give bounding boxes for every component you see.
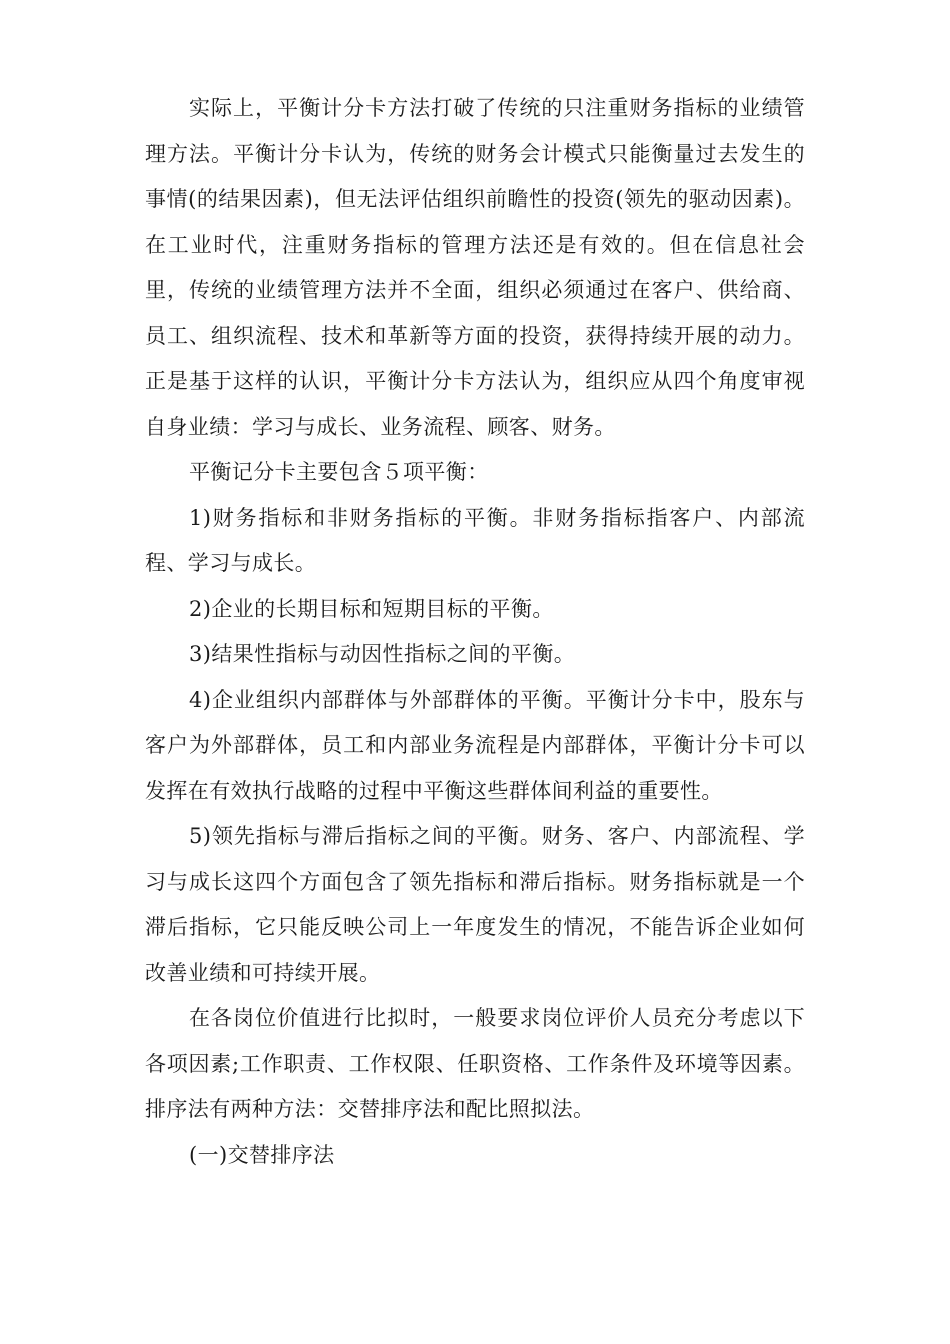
section-heading-alternation-ranking: (一)交替排序法	[189, 1142, 335, 1167]
document-body	[145, 86, 805, 1178]
paragraph-balance-item-2: 2)企业的长期目标和短期目标的平衡。	[189, 596, 554, 621]
paragraph-balance-item-1: 1)财务指标和非财务指标的平衡。非财务指标指客户、内部流程、学习与成长。	[145, 505, 805, 575]
paragraph-job-evaluation: 在各岗位价值进行比拟时，一般要求岗位评价人员充分考虑以下各项因素;工作职责、工作权限、任职资格、工作条件及环境等因素。排序法有两种方法：交替排序法和配比照拟法。	[145, 1006, 805, 1121]
paragraph-balance-item-4: 4)企业组织内部群体与外部群体的平衡。平衡计分卡中，股东与客户为外部群体，员工和内部业务流程是内部群体，平衡计分卡可以发挥在有效执行战略的过程中平衡这些群体间利益的重要性。	[145, 687, 805, 803]
paragraph-five-balances-heading: 平衡记分卡主要包含５项平衡：	[189, 460, 489, 484]
paragraph-balance-item-5: 5)领先指标与滞后指标之间的平衡。财务、客户、内部流程、学习与成长这四个方面包含了领先指标和滞后指标。财务指标就是一个滞后指标，它只能反映公司上一年度发生的情况，不能告诉企业如何改善业绩和可持续开展。	[145, 824, 805, 985]
paragraph-balance-item-3: 3)结果性指标与动因性指标之间的平衡。	[189, 642, 576, 666]
paragraph-balanced-scorecard-intro: 实际上，平衡计分卡方法打破了传统的只注重财务指标的业绩管理方法。平衡计分卡认为，传统的财务会计模式只能衡量过去发生的事情(的结果因素)，但无法评估组织前瞻性的投资(领先的驱动因素)。在工业时代，注重财务指标的管理方法还是有效的。但在信息社会里，传统的业绩管理方法并不全面，组织必须通过在客户、供给商、员工、组织流程、技术和革新等方面的投资，获得持续开展的动力。正是基于这样的认识，平衡计分卡方法认为，组织应从四个角度审视自身业绩：学习与成长、业务流程、顾客、财务。	[145, 96, 805, 439]
